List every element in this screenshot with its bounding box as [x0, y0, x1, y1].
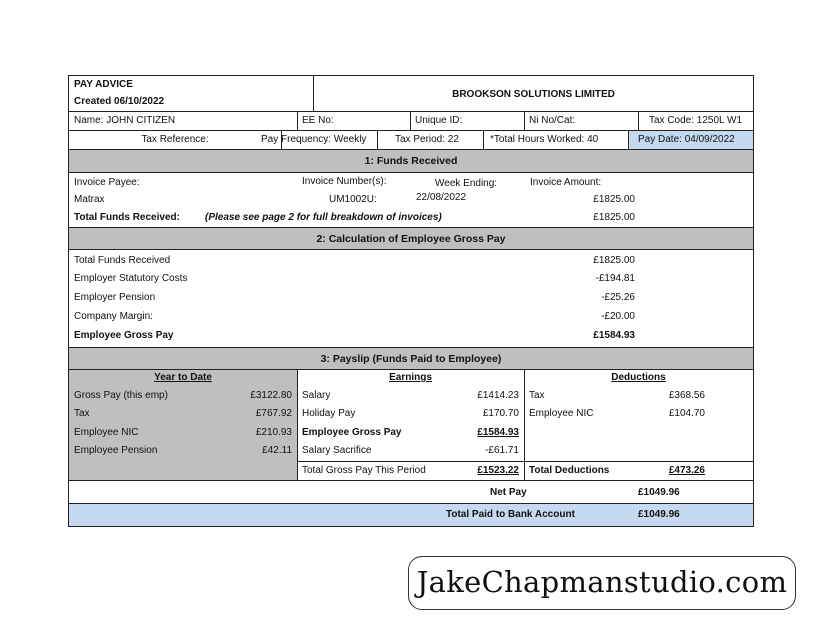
funds-received-body — [69, 173, 753, 228]
deductions-label: Tax — [529, 390, 545, 401]
created-date: Created 06/10/2022 — [74, 96, 165, 107]
document-title: PAY ADVICE — [74, 79, 133, 90]
section-3-title: 3: Payslip (Funds Paid to Employee) — [320, 353, 502, 365]
earnings-value: £1414.23 — [477, 390, 519, 401]
net-pay-value: £1049.96 — [638, 487, 680, 498]
ytd-value: £767.92 — [255, 408, 292, 419]
earnings-value: -£61.71 — [485, 445, 519, 456]
week-ending-date: 22/08/2022 — [416, 192, 467, 203]
gross-row-value: -£194.81 — [595, 273, 635, 284]
gross-row-label: Total Funds Received — [74, 255, 171, 266]
ytd-value: £42.11 — [262, 445, 292, 456]
section-funds-received — [69, 150, 753, 173]
gross-row-value: £1825.00 — [593, 255, 635, 266]
ytd-value: £3122.80 — [250, 390, 292, 401]
header-row — [69, 76, 753, 112]
watermark-text: JakeChapmanstudio.com — [416, 565, 788, 599]
company-name: BROOKSON SOLUTIONS LIMITED — [452, 89, 615, 100]
invoice-number: UM1002U: — [329, 194, 377, 205]
payslip-body — [69, 370, 753, 481]
invoice-breakdown-note: (Please see page 2 for full breakdown of invoices) — [205, 212, 442, 223]
section-gross-pay — [69, 228, 753, 250]
section-2-title: 2: Calculation of Employee Gross Pay — [316, 233, 506, 245]
invoice-payee-label: Invoice Payee: — [74, 177, 140, 188]
gross-row-value: -£20.00 — [601, 311, 635, 322]
deductions-value: £104.70 — [668, 408, 705, 419]
ytd-label: Employee Pension — [74, 445, 158, 456]
bank-total-value: £1049.96 — [638, 509, 680, 520]
section-1-title: 1: Funds Received — [364, 155, 458, 167]
section-payslip — [69, 348, 753, 370]
gross-row-label: Employer Statutory Costs — [74, 273, 188, 284]
total-gross-pay-value: £1523.22 — [477, 465, 519, 476]
total-funds-amount: £1825.00 — [593, 212, 635, 223]
total-hours: *Total Hours Worked: 40 — [490, 134, 599, 145]
net-pay-label: Net Pay — [490, 487, 527, 498]
ytd-label: Employee NIC — [74, 427, 139, 438]
ytd-value: £210.93 — [255, 427, 292, 438]
ytd-label: Tax — [74, 408, 90, 419]
unique-id: Unique ID: — [415, 115, 463, 126]
gross-row-label: Employer Pension — [74, 292, 156, 303]
total-deductions-label: Total Deductions — [529, 465, 610, 476]
pay-date: Pay Date: 04/09/2022 — [638, 134, 735, 145]
tax-code: Tax Code: 1250L W1 — [649, 115, 743, 126]
deductions-value: £368.56 — [668, 390, 705, 401]
tax-info-row — [69, 131, 753, 150]
deductions-header: Deductions — [611, 372, 666, 383]
invoice-payee: Matrax — [74, 194, 105, 205]
employee-gross-pay-value: £1584.93 — [593, 330, 635, 341]
invoice-number-label: Invoice Number(s): — [302, 176, 387, 187]
gross-row-value: -£25.26 — [601, 292, 635, 303]
total-gross-pay-label: Total Gross Pay This Period — [302, 465, 426, 476]
ytd-label: Gross Pay (this emp) — [74, 390, 168, 401]
invoice-amount: £1825.00 — [593, 194, 635, 205]
ee-number: EE No: — [302, 115, 334, 126]
tax-period: Tax Period: 22 — [395, 134, 459, 145]
earnings-header: Earnings — [389, 372, 432, 383]
total-deductions-value: £473.26 — [668, 465, 705, 476]
pay-advice-document — [68, 75, 754, 527]
employee-info-row — [69, 112, 753, 131]
gross-pay-body — [69, 250, 753, 348]
bank-total-label: Total Paid to Bank Account — [446, 509, 575, 520]
employee-gross-pay-label: Employee Gross Pay — [74, 330, 174, 341]
week-ending-label: Week Ending: — [435, 178, 498, 189]
earnings-label: Employee Gross Pay — [302, 427, 402, 438]
bank-total-row — [69, 504, 753, 526]
deductions-label: Employee NIC — [529, 408, 594, 419]
ytd-header: Year to Date — [154, 372, 212, 383]
earnings-value: £170.70 — [482, 408, 519, 419]
earnings-value: £1584.93 — [477, 427, 519, 438]
ni-number: Ni No/Cat: — [529, 115, 576, 126]
tax-reference: Tax Reference: — [141, 134, 209, 145]
watermark-box — [408, 556, 796, 610]
pay-frequency: Pay Frequency: Weekly — [261, 134, 367, 145]
employee-name: Name: JOHN CITIZEN — [74, 115, 176, 126]
net-pay-row — [69, 481, 753, 504]
earnings-label: Holiday Pay — [302, 408, 356, 419]
invoice-amount-label: Invoice Amount: — [530, 177, 602, 188]
earnings-label: Salary Sacrifice — [302, 445, 372, 456]
gross-row-label: Company Margin: — [74, 311, 153, 322]
earnings-label: Salary — [302, 390, 331, 401]
total-funds-label: Total Funds Received: — [74, 212, 180, 223]
